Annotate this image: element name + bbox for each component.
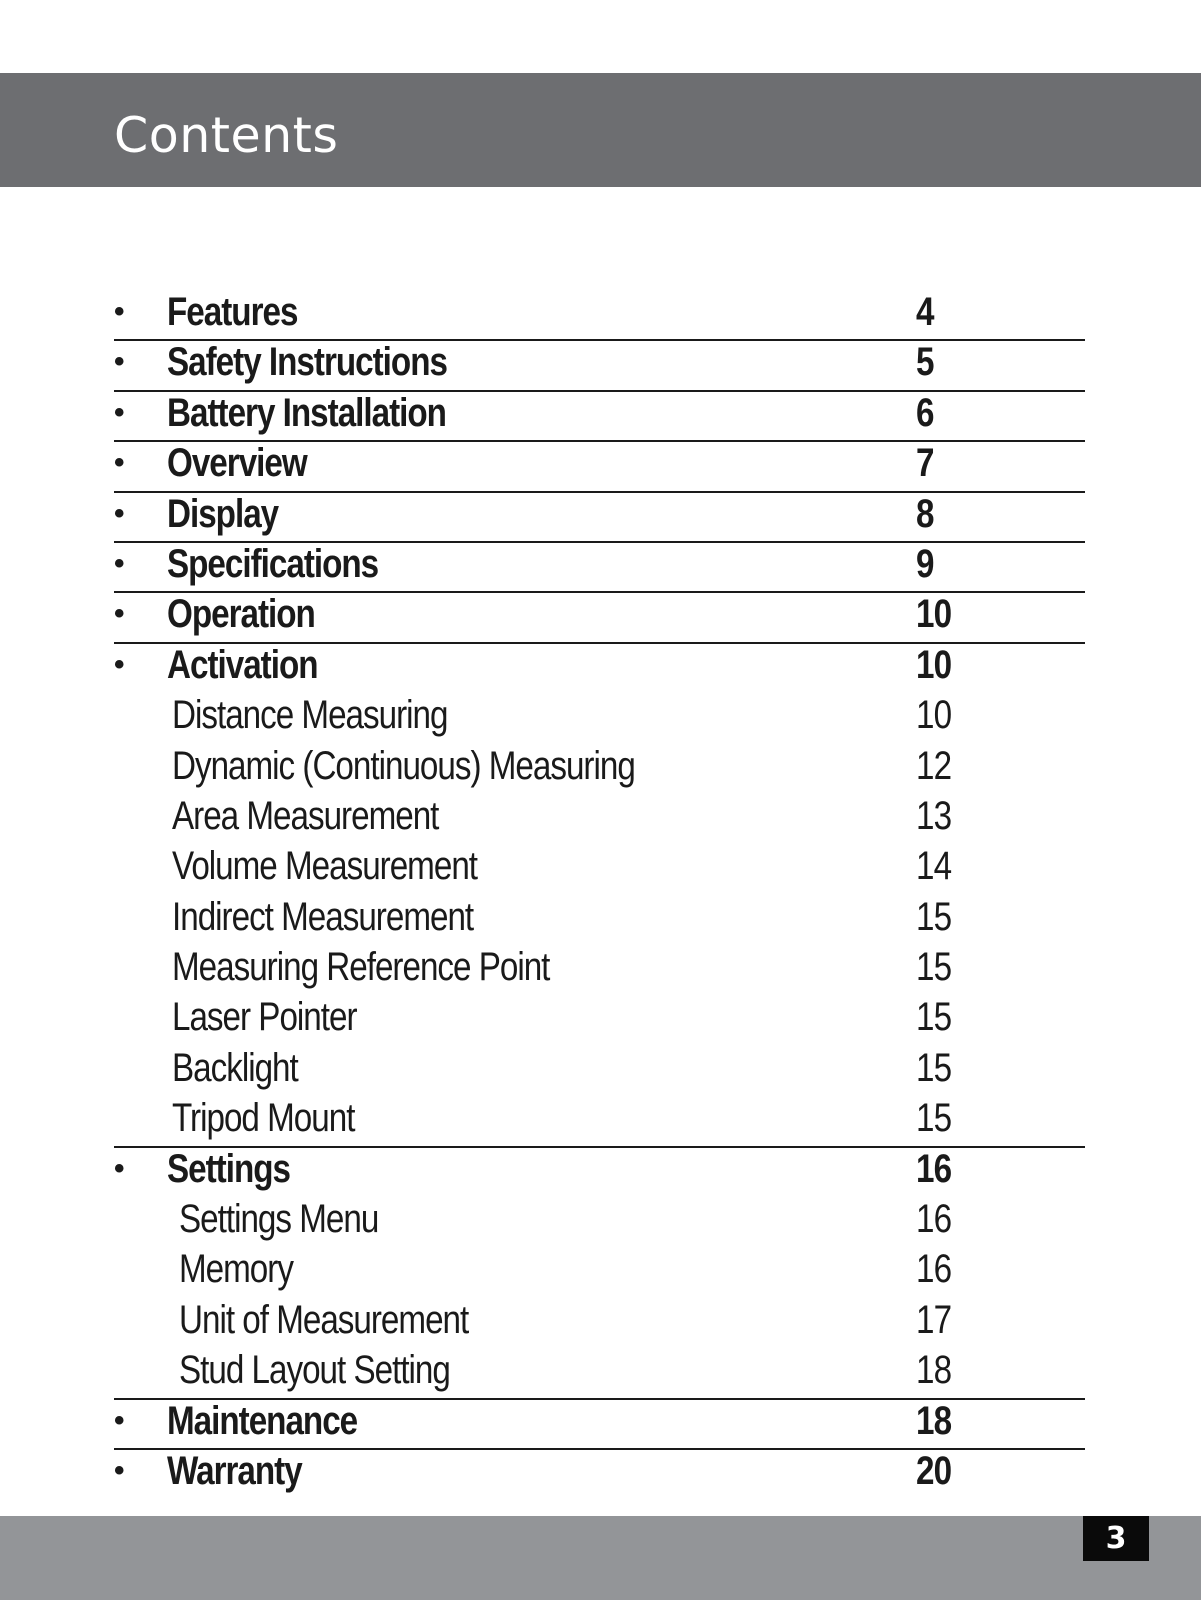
toc-entry-label: Operation	[167, 592, 315, 637]
toc-entry-specifications[interactable]	[114, 543, 1085, 593]
toc-entry-label: Battery Installation	[167, 390, 446, 435]
toc-entry-page: 14	[916, 844, 952, 889]
toc-entry-label: Stud Layout Setting	[179, 1348, 450, 1393]
bullet-icon: •	[114, 345, 125, 379]
toc-entry-label: Volume Measurement	[172, 844, 478, 889]
toc-entry-features[interactable]	[114, 291, 1085, 341]
toc-entry-label: Warranty	[167, 1448, 302, 1493]
toc-entry-page: 15	[916, 995, 952, 1040]
toc-entry-label: Settings	[167, 1146, 291, 1191]
toc-entry-label: Features	[167, 290, 298, 334]
toc-entry-page: 18	[916, 1348, 952, 1393]
toc-entry-page: 18	[916, 1398, 952, 1443]
toc-entry-page: 8	[916, 491, 934, 536]
toc-entry-page: 7	[916, 441, 934, 486]
toc-entry-label: Maintenance	[167, 1398, 358, 1443]
toc-entry-overview[interactable]	[114, 442, 1085, 492]
footer-band	[0, 1516, 1201, 1600]
toc-entry-laser-pointer[interactable]	[114, 996, 1085, 1046]
toc-entry-maintenance[interactable]	[114, 1400, 1085, 1450]
bullet-icon: •	[114, 496, 125, 530]
toc-entry-page: 15	[916, 945, 952, 990]
toc-entry-label: Tripod Mount	[172, 1096, 355, 1141]
toc-entry-indirect-measurement[interactable]	[114, 896, 1085, 946]
toc-entry-volume-measurement[interactable]	[114, 845, 1085, 895]
toc-entry-label: Indirect Measurement	[172, 894, 474, 939]
toc-entry-display[interactable]	[114, 493, 1085, 543]
toc-entry-battery-installation[interactable]	[114, 392, 1085, 442]
toc-entry-settings-menu[interactable]	[114, 1198, 1085, 1248]
toc-entry-page: 15	[916, 1045, 952, 1090]
toc-entry-page: 16	[916, 1247, 952, 1292]
toc-entry-label: Unit of Measurement	[179, 1297, 469, 1342]
toc-entry-operation[interactable]	[114, 593, 1085, 643]
toc-entry-dynamic-measuring[interactable]	[114, 745, 1085, 795]
toc-entry-warranty[interactable]	[114, 1450, 1085, 1500]
toc-entry-label: Activation	[167, 642, 318, 687]
toc-entry-memory[interactable]	[114, 1248, 1085, 1298]
toc-entry-page: 15	[916, 894, 952, 939]
toc-entry-backlight[interactable]	[114, 1047, 1085, 1097]
toc-entry-page: 10	[916, 642, 952, 687]
bullet-icon: •	[114, 395, 125, 429]
toc-entry-label: Memory	[179, 1247, 293, 1292]
bullet-icon: •	[114, 1453, 125, 1487]
toc-entry-label: Distance Measuring	[172, 693, 448, 738]
toc-entry-label: Laser Pointer	[172, 995, 357, 1040]
toc-entry-label: Settings Menu	[179, 1197, 379, 1242]
toc-entry-safety-instructions[interactable]	[114, 341, 1085, 391]
toc-entry-page: 15	[916, 1096, 952, 1141]
toc-entry-activation[interactable]	[114, 644, 1085, 694]
bullet-icon: •	[114, 647, 125, 681]
bullet-icon: •	[114, 1403, 125, 1437]
toc-entry-label: Dynamic (Continuous) Measuring	[172, 743, 635, 788]
toc-entry-page: 12	[916, 743, 952, 788]
toc-entry-page: 10	[916, 693, 952, 738]
toc-entry-stud-layout-setting[interactable]	[114, 1349, 1085, 1399]
toc-entry-label: Display	[167, 491, 279, 536]
toc-entry-label: Measuring Reference Point	[172, 945, 550, 990]
bullet-icon: •	[114, 546, 125, 580]
toc-entry-page: 17	[916, 1297, 952, 1342]
table-of-contents	[114, 291, 1085, 1500]
bullet-icon: •	[114, 295, 125, 328]
bullet-icon: •	[114, 446, 125, 480]
toc-entry-page: 10	[916, 592, 952, 637]
toc-entry-unit-of-measurement[interactable]	[114, 1299, 1085, 1349]
toc-entry-page: 4	[916, 290, 934, 334]
toc-entry-label: Overview	[167, 441, 307, 486]
toc-entry-page: 20	[916, 1448, 952, 1493]
bullet-icon: •	[114, 597, 125, 631]
bullet-icon: •	[114, 1151, 125, 1185]
toc-entry-page: 13	[916, 793, 952, 838]
toc-entry-label: Safety Instructions	[167, 340, 447, 385]
toc-entry-page: 6	[916, 390, 934, 435]
toc-entry-settings[interactable]	[114, 1148, 1085, 1198]
toc-entry-area-measurement[interactable]	[114, 795, 1085, 845]
toc-entry-distance-measuring[interactable]	[114, 694, 1085, 744]
toc-entry-page: 9	[916, 541, 934, 586]
toc-entry-label: Backlight	[172, 1045, 298, 1090]
page-title: Contents	[114, 107, 339, 164]
toc-entry-label: Area Measurement	[172, 793, 439, 838]
toc-entry-page: 16	[916, 1197, 952, 1242]
toc-entry-page: 5	[916, 340, 934, 385]
toc-entry-page: 16	[916, 1146, 952, 1191]
toc-entry-measuring-reference-point[interactable]	[114, 946, 1085, 996]
page-number: 3	[1083, 1516, 1149, 1561]
toc-entry-label: Specifications	[167, 541, 379, 586]
toc-entry-tripod-mount[interactable]	[114, 1097, 1085, 1147]
